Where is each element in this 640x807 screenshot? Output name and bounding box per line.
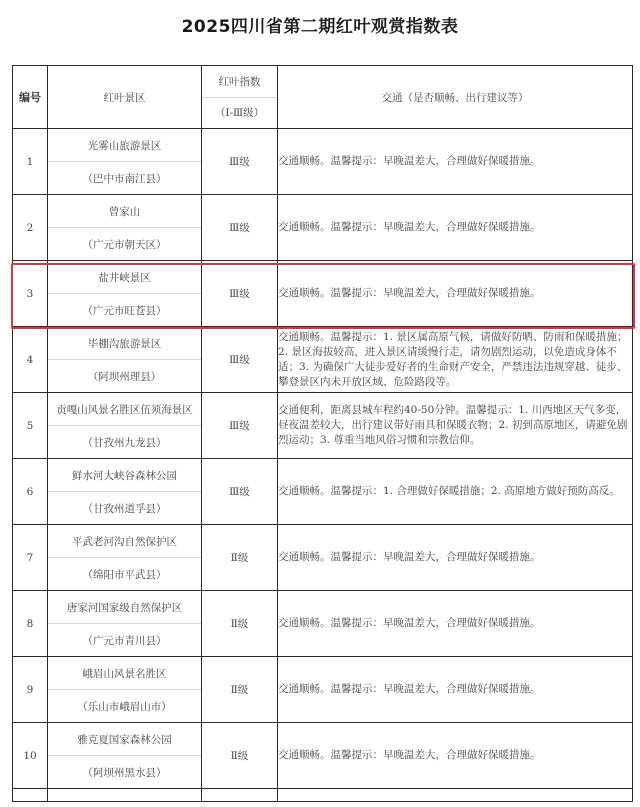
scenic-location: （甘孜州道孚县）: [82, 502, 167, 515]
row-no: 9: [13, 657, 48, 723]
row-name-cell: [48, 525, 202, 591]
row-name-cell: [48, 789, 202, 802]
scenic-name: 雅克夏国家森林公园: [48, 723, 201, 756]
scenic-name: 鲜水河大峡谷森林公园: [48, 459, 201, 492]
table-row: [13, 591, 633, 657]
table-row: [13, 525, 633, 591]
row-traffic: 交通顺畅。温馨提示：早晚温差大，合理做好保暖措施。: [278, 129, 633, 195]
table-row: [13, 459, 633, 525]
row-name-cell: [48, 261, 202, 327]
header-level-line2: （Ⅰ-Ⅲ级）: [214, 107, 265, 120]
row-name-cell: [48, 459, 202, 525]
row-traffic: 交通顺畅。温馨提示：1. 景区属高原气候，请做好防晒、防雨和保暖措施；2. 景区海拔较高，进入景区请缓慢行走，请勿剧烈运动，以免造成身体不适；3. 为确保广大徒步爱好者的生命财产安全，严禁违法违规穿越、徒步、攀登景区内未开放区域、危险路段等。: [278, 327, 633, 393]
row-name-cell: [48, 393, 202, 459]
row-no: 5: [13, 393, 48, 459]
row-level: [202, 789, 278, 802]
row-name-cell: [48, 723, 202, 789]
table-row: [13, 195, 633, 261]
row-name-cell: [48, 195, 202, 261]
page-title: 2025四川省第二期红叶观赏指数表: [181, 17, 459, 37]
table-header-row: [13, 66, 633, 129]
header-traffic: 交通（是否顺畅、出行建议等）: [278, 66, 633, 129]
header-name: 红叶景区: [48, 66, 202, 129]
scenic-location: （广元市朝天区）: [82, 238, 167, 251]
row-name-cell: [48, 657, 202, 723]
row-no: 4: [13, 327, 48, 393]
header-level: [202, 66, 278, 129]
row-no: 2: [13, 195, 48, 261]
row-traffic: 交通顺畅。温馨提示：早晚温差大，合理做好保暖措施。: [278, 657, 633, 723]
scenic-location: （阿坝州理县）: [87, 370, 162, 383]
scenic-location: （乐山市峨眉山市）: [77, 700, 172, 713]
scenic-name: 光雾山旅游景区: [48, 129, 201, 162]
header-no: 编号: [13, 66, 48, 129]
table-row: [13, 723, 633, 789]
scenic-location: （甘孜州九龙县）: [82, 436, 167, 449]
row-level: Ⅲ级: [202, 261, 278, 327]
row-name-cell: [48, 129, 202, 195]
row-no: 7: [13, 525, 48, 591]
row-level: Ⅲ级: [202, 459, 278, 525]
scenic-name: 曾家山: [48, 195, 201, 228]
row-name-cell: [48, 327, 202, 393]
row-level: Ⅱ级: [202, 591, 278, 657]
row-no: 1: [13, 129, 48, 195]
row-name-cell: [48, 591, 202, 657]
row-level: Ⅲ级: [202, 195, 278, 261]
row-level: Ⅱ级: [202, 723, 278, 789]
row-no: 8: [13, 591, 48, 657]
row-no: 3: [13, 261, 48, 327]
row-level: Ⅲ级: [202, 393, 278, 459]
table-row-partial: [13, 789, 633, 802]
scenic-name: 唐家河国家级自然保护区: [48, 591, 201, 624]
row-level: Ⅱ级: [202, 525, 278, 591]
row-no: [13, 789, 48, 802]
row-level: Ⅲ级: [202, 327, 278, 393]
row-traffic: [278, 789, 633, 802]
row-no: 10: [13, 723, 48, 789]
scenic-name: 盐井峡景区: [48, 261, 201, 294]
scenic-name: 毕棚沟旅游景区: [48, 327, 201, 360]
row-traffic: 交通顺畅。温馨提示：早晚温差大，合理做好保暖措施。: [278, 525, 633, 591]
table-row-highlighted: [13, 261, 633, 327]
row-traffic: 交通顺畅。温馨提示：早晚温差大，合理做好保暖措施。: [278, 261, 633, 327]
scenic-name: 平武老河沟自然保护区: [48, 525, 201, 558]
scenic-name: 峨眉山风景名胜区: [48, 657, 201, 690]
row-traffic: 交通顺畅。温馨提示：早晚温差大，合理做好保暖措施。: [278, 195, 633, 261]
scenic-location: （巴中市南江县）: [82, 172, 167, 185]
row-traffic: 交通便利，距离县城车程约40-50分钟。温馨提示：1. 川西地区天气多变，昼夜温差较大，出行建议带好雨具和保暖衣物；2. 初到高原地区，请避免剧烈运动；3. 尊重当地风俗习惯和宗教信仰。: [278, 393, 633, 459]
scenic-name: 贡嘎山风景名胜区伍须海景区: [48, 393, 201, 426]
table-row: [13, 657, 633, 723]
row-level: Ⅱ级: [202, 657, 278, 723]
row-no: 6: [13, 459, 48, 525]
scenic-location: （绵阳市平武县）: [82, 568, 167, 581]
scenic-location: （阿坝州黑水县）: [82, 766, 167, 779]
row-traffic: 交通顺畅。温馨提示：1. 合理做好保暖措施；2. 高原地方做好预防高反。: [278, 459, 633, 525]
red-leaf-index-table: [12, 65, 633, 802]
row-level: Ⅲ级: [202, 129, 278, 195]
table-row: [13, 393, 633, 459]
row-traffic: 交通顺畅。温馨提示：早晚温差大，合理做好保暖措施。: [278, 591, 633, 657]
header-level-line1: 红叶指数: [202, 66, 277, 98]
row-traffic: 交通顺畅。温馨提示：早晚温差大，合理做好保暖措施。: [278, 723, 633, 789]
table-row: [13, 327, 633, 393]
scenic-location: （广元市青川县）: [82, 634, 167, 647]
table-row: [13, 129, 633, 195]
scenic-location: （广元市旺苍县）: [82, 304, 167, 317]
